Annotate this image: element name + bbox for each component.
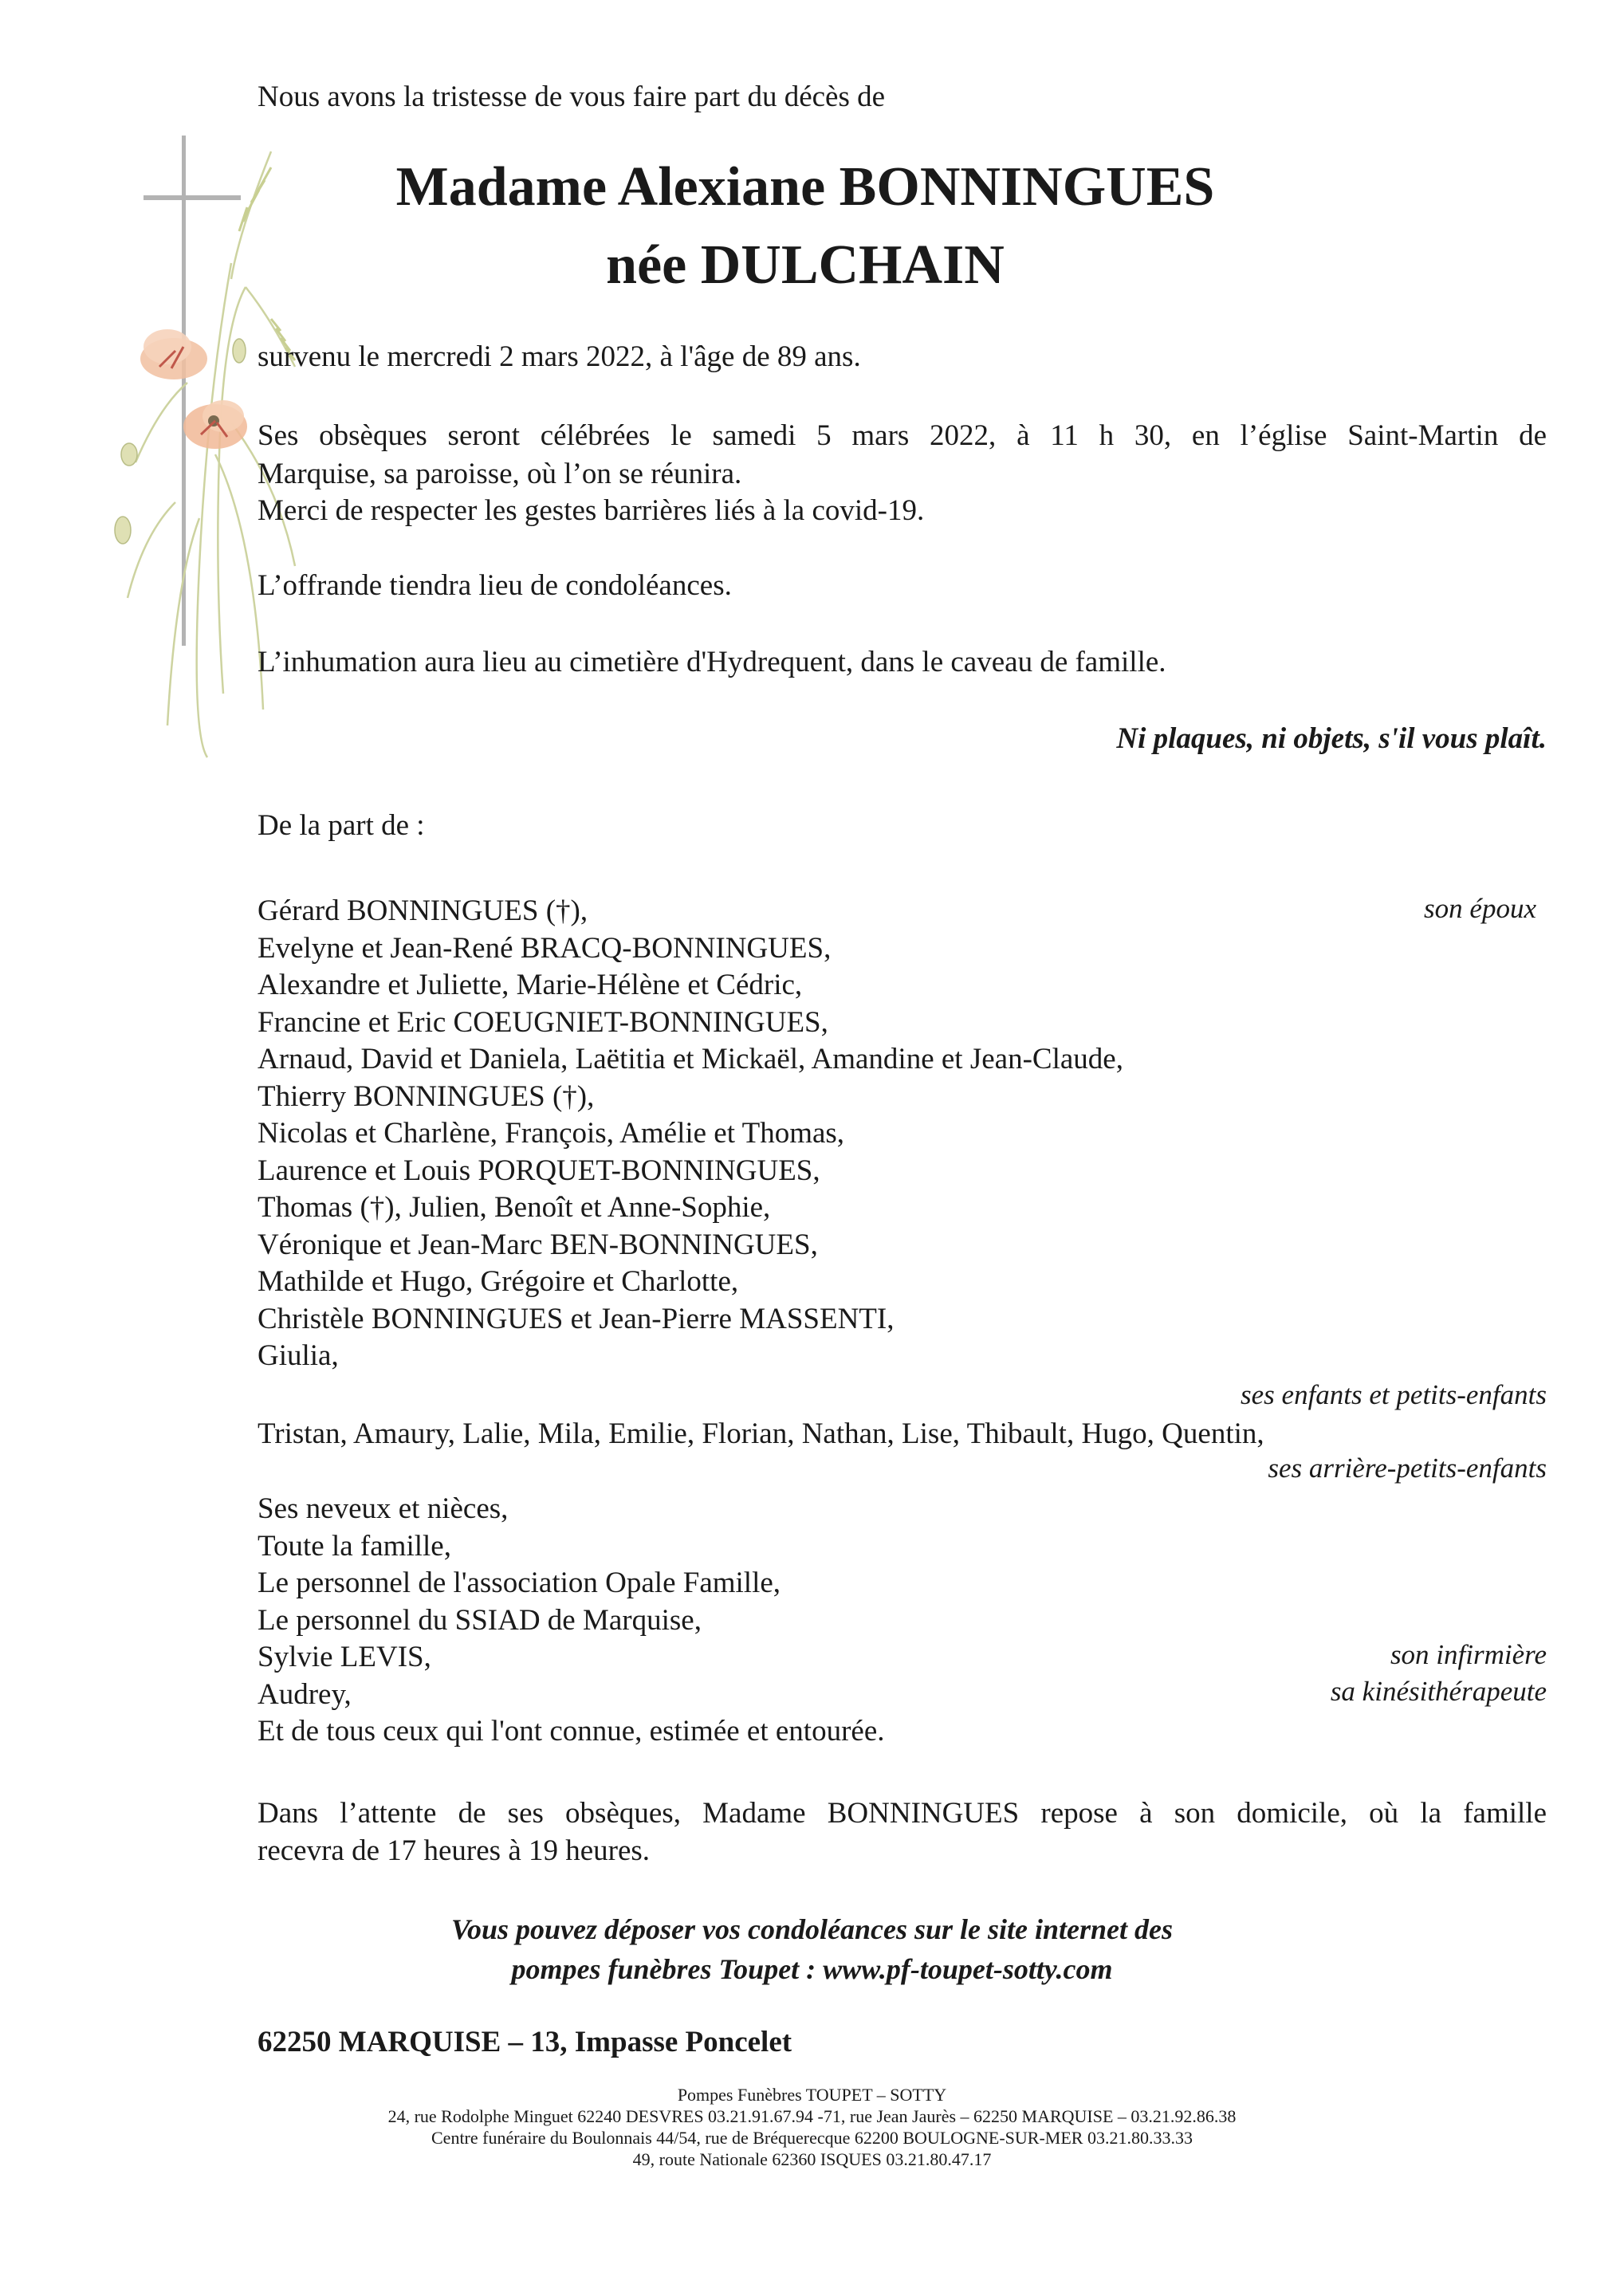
family-item: Laurence et Louis PORQUET-BONNINGUES, [258,1154,820,1187]
family-item: Mathilde et Hugo, Grégoire et Charlotte, [258,1265,739,1298]
family-item: Véronique et Jean-Marc BEN-BONNINGUES, [258,1228,818,1261]
relation-physio: sa kinésithérapeute [1330,1676,1547,1707]
no-plaques-note: Ni plaques, ni objets, s'il vous plaît. [1116,722,1547,755]
relation-children: ses enfants et petits-enfants [1241,1379,1547,1410]
others-item: Toute la famille, [258,1529,451,1563]
family-list [258,893,1123,1375]
others-item: Le personnel de l'association Opale Famille, [258,1567,781,1599]
from-label: De la part de : [258,809,425,842]
footer-line-1: 24, rue Rodolphe Minguet 62240 DESVRES 03.21.91.67.94 -71, rue Jean Jaurès – 62250 MARQUISE – 03.21.92.86.38 [387,2106,1237,2126]
footer-line-3: 49, route Nationale 62360 ISQUES 03.21.80.47.17 [632,2149,992,2169]
offering-text: L’offrande tiendra lieu de condoléances. [258,569,732,602]
great-grandchildren-list: Tristan, Amaury, Lalie, Mila, Emilie, Florian, Nathan, Lise, Thibault, Hugo, Quentin, [258,1417,1264,1450]
family-item: Francine et Eric COEUGNIET-BONNINGUES, [258,1005,828,1039]
family-item: Giulia, [258,1339,339,1372]
family-item: Nicolas et Charlène, François, Amélie et Thomas, [258,1117,845,1150]
burial-text: L’inhumation aura lieu au cimetière d'Hydrequent, dans le caveau de famille. [258,646,1166,678]
condolences-line-2: pompes funèbres Toupet : www.pf-toupet-sotty.com [511,1953,1113,1985]
others-item: Et de tous ceux qui l'ont connue, estimée et entourée. [258,1715,885,1748]
family-item: Thierry BONNINGUES (†), [258,1079,595,1113]
deceased-name: Madame Alexiane BONNINGUES [395,156,1215,218]
intro-text: Nous avons la tristesse de vous faire part du décès de [258,81,886,113]
others-item: Le personnel du SSIAD de Marquise, [258,1603,702,1637]
family-item: Arnaud, David et Daniela, Laëtitia et Mickaël, Amandine et Jean-Claude, [258,1043,1123,1075]
others-item: Ses neveux et nièces, [258,1492,509,1525]
footer-line-2: Centre funéraire du Boulonnais 44/54, rue de Bréquerecque 62200 BOULOGNE-SUR-MER 03.21.80.33.33 [431,2128,1193,2148]
others-list [258,1491,885,1751]
family-item: Christèle BONNINGUES et Jean-Pierre MASSENTI, [258,1302,895,1335]
condolences-line-1: Vous pouvez déposer vos condoléances sur le site internet des [451,1913,1173,1945]
family-item: Gérard BONNINGUES (†), [258,894,588,927]
rest-line-1: Dans l’attente de ses obsèques, Madame BONNINGUES repose à son domicile, où la famille [258,1797,1547,1830]
family-item: Evelyne et Jean-René BRACQ-BONNINGUES, [258,931,832,965]
covid-notice: Merci de respecter les gestes barrières liés à la covid-19. [258,494,925,527]
family-item: Thomas (†), Julien, Benoît et Anne-Sophie, [258,1191,771,1224]
poppy-flower-icon [140,329,247,449]
funeral-home-footer [0,2084,1624,2170]
rest-line-2: recevra de 17 heures à 19 heures. [258,1834,651,1867]
funeral-line-1: Ses obsèques seront célébrées le samedi 5 mars 2022, à 11 h 30, en l’église Saint-Martin de [258,419,1547,452]
relation-nurse: son infirmière [1390,1639,1547,1670]
funeral-line-2: Marquise, sa paroisse, où l’on se réunira. [258,458,742,490]
family-item: Alexandre et Juliette, Marie-Hélène et Cédric, [258,969,803,1001]
maiden-name: née DULCHAIN [606,234,1005,296]
others-item: Sylvie LEVIS, [258,1641,431,1673]
death-info: survenu le mercredi 2 mars 2022, à l'âge de 89 ans. [258,340,861,373]
relation-great-grandchildren: ses arrière-petits-enfants [1268,1453,1547,1484]
footer-company: Pompes Funèbres TOUPET – SOTTY [677,2085,947,2105]
home-address: 62250 MARQUISE – 13, Impasse Poncelet [258,2026,792,2058]
relation-spouse: son époux [1424,893,1536,924]
others-item: Audrey, [258,1677,352,1711]
condolences-note [0,1909,1624,1989]
